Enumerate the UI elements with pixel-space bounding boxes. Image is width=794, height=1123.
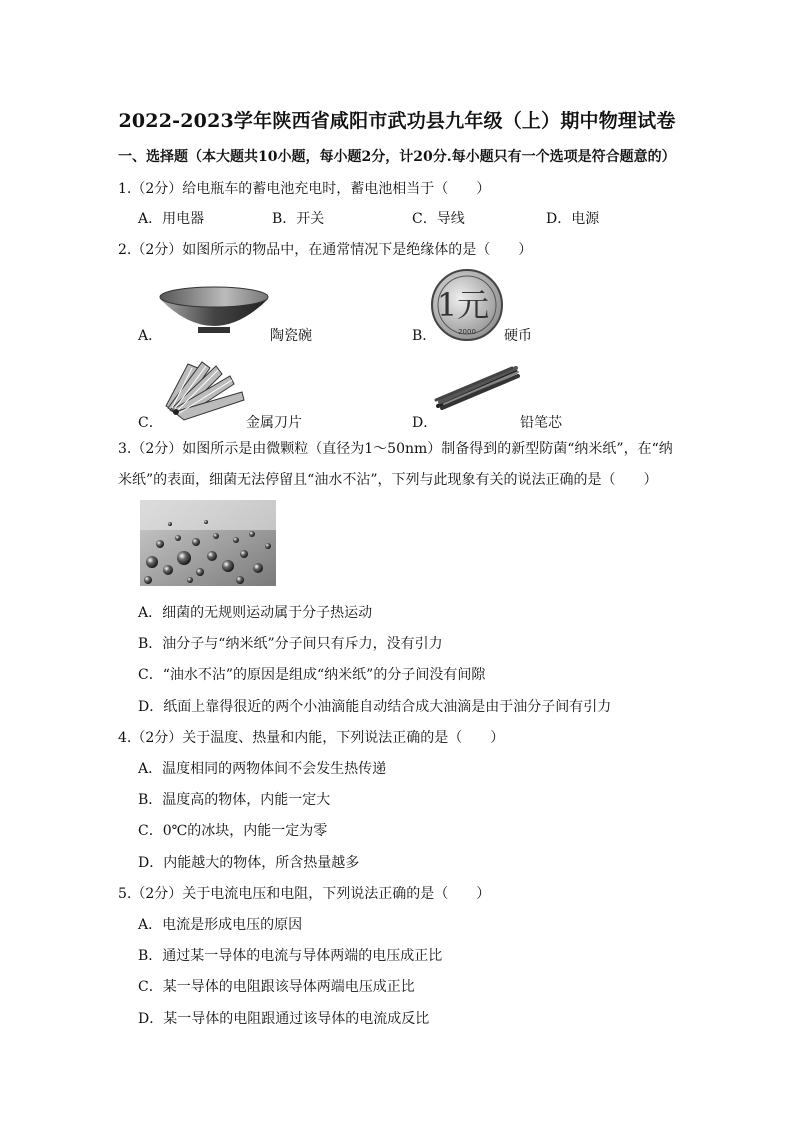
q3-option-c[interactable]: C．“油水不沾”的原因是组成“纳米纸”的分子间没有间隙 [138, 667, 486, 683]
q4-option-a[interactable]: A．温度相同的两物体间不会发生热传递 [138, 761, 387, 777]
q1-option-b[interactable]: B．开关 [272, 211, 325, 227]
q4-option-c[interactable]: C．0℃的冰块，内能一定为零 [138, 823, 328, 839]
q1-option-a[interactable]: A．用电器 [138, 211, 205, 227]
question-3-stem-line1: 3.（2分）如图所示是由微颗粒（直径为1～50nm）制备得到的新型防菌“纳米纸”，在“纳 [118, 441, 673, 457]
question-3-stem-line2: 米纸”的表面，细菌无法停留且“油水不沾”，下列与此现象有关的说法正确的是（ ） [118, 472, 658, 488]
q5-option-a[interactable]: A．电流是形成电压的原因 [138, 917, 303, 933]
question-5-stem: 5.（2分）关于电流电压和电阻，下列说法正确的是（ ） [118, 886, 491, 902]
metal-blades-image [158, 348, 254, 422]
q2-option-a-letter[interactable]: A． [138, 328, 163, 344]
q5-option-b[interactable]: B．通过某一导体的电流与导体两端的电压成正比 [138, 948, 443, 964]
q1-option-c[interactable]: C．导线 [412, 211, 465, 227]
q2-option-d-letter[interactable]: D． [412, 415, 438, 431]
q2-option-a-caption: 陶瓷碗 [270, 328, 312, 344]
coin-image [430, 268, 504, 342]
q2-option-c-caption: 金属刀片 [246, 415, 302, 431]
q3-option-b[interactable]: B．油分子与“纳米纸”分子间只有斥力，没有引力 [138, 636, 443, 652]
q2-option-b-caption: 硬币 [504, 328, 532, 344]
question-1-stem: 1.（2分）给电瓶车的蓄电池充电时，蓄电池相当于（ ） [118, 181, 491, 197]
ceramic-bowl-image [158, 283, 270, 337]
question-2-stem: 2.（2分）如图所示的物品中，在通常情况下是绝缘体的是（ ） [118, 242, 533, 258]
q3-option-a[interactable]: A．细菌的无规则运动属于分子热运动 [138, 605, 373, 621]
coin-year: 2000 [458, 328, 476, 336]
q4-option-d[interactable]: D．内能越大的物体，所含热量越多 [138, 855, 360, 871]
page-title: 2022-2023学年陕西省咸阳市武功县九年级（上）期中物理试卷 [118, 110, 676, 132]
q5-option-c[interactable]: C．某一导体的电阻跟该导体两端电压成正比 [138, 979, 415, 995]
q1-option-d[interactable]: D．电源 [546, 211, 600, 227]
q4-option-b[interactable]: B．温度高的物体，内能一定大 [138, 792, 331, 808]
coin-numeral: 1元 [436, 286, 490, 324]
q3-option-d[interactable]: D．纸面上靠得很近的两个小油滴能自动结合成大油滴是由于油分子间有引力 [138, 699, 612, 715]
pencil-leads-image [432, 362, 522, 412]
nano-paper-droplets-image [140, 500, 276, 586]
q2-option-c-letter[interactable]: C． [138, 415, 163, 431]
q2-option-b-letter[interactable]: B． [412, 328, 437, 344]
question-4-stem: 4.（2分）关于温度、热量和内能，下列说法正确的是（ ） [118, 730, 505, 746]
q2-option-d-caption: 铅笔芯 [520, 415, 562, 431]
section-heading: 一、选择题（本大题共10小题，每小题2分，计20分.每小题只有一个选项是符合题意的） [118, 149, 676, 165]
q5-option-d[interactable]: D．某一导体的电阻跟通过该导体的电流成反比 [138, 1011, 430, 1027]
